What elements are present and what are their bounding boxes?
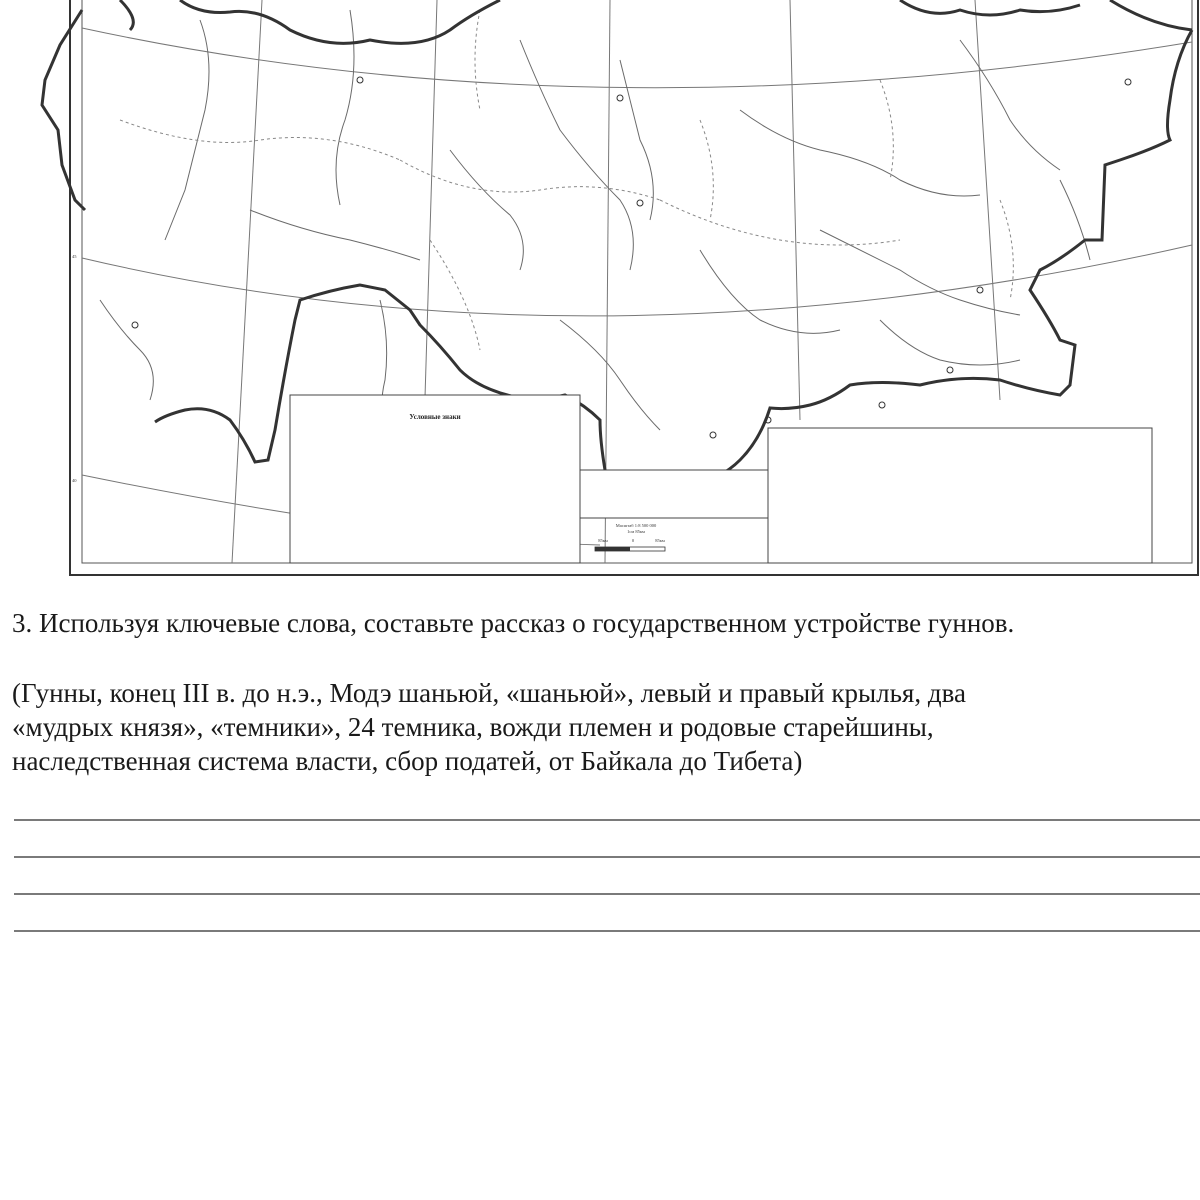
scale-label: Масштаб 1:8 500 000: [615, 523, 657, 528]
answer-line[interactable]: [14, 893, 1200, 895]
map-legend: [290, 395, 580, 563]
parallel-label-45: 45: [72, 254, 77, 259]
scale-left: 85км: [598, 538, 608, 543]
keyword-line-3: наследственная система власти, сбор податей, от Байкала до Тибета): [12, 746, 803, 776]
keyword-line-1: (Гунны, конец III в. до н.э., Модэ шаньюй, «шаньюй», левый и правый крылья, два: [12, 678, 966, 708]
map-empty-box: [768, 428, 1152, 563]
task-prompt: 3. Используя ключевые слова, составьте рассказ о государственном устройстве гуннов.: [12, 608, 1015, 638]
scale-right: 85км: [655, 538, 665, 543]
scale-sub: 1см 85км: [627, 529, 645, 534]
answer-line[interactable]: [14, 930, 1200, 932]
map-scale: [580, 470, 768, 551]
contour-map: [0, 0, 1200, 590]
state-border: [42, 0, 1192, 500]
map-drawing: [0, 0, 1200, 590]
scale-mid: 0: [631, 538, 635, 543]
keyword-list: [12, 676, 1192, 778]
answer-line[interactable]: [14, 819, 1200, 821]
keyword-line-2: «мудрых князя», «темники», 24 темника, вожди племен и родовые старейшины,: [12, 712, 934, 742]
legend-title: Условные знаки: [409, 413, 461, 421]
answer-line[interactable]: [14, 856, 1200, 858]
parallel-label-40: 40: [72, 478, 77, 483]
rivers: [100, 10, 1090, 430]
